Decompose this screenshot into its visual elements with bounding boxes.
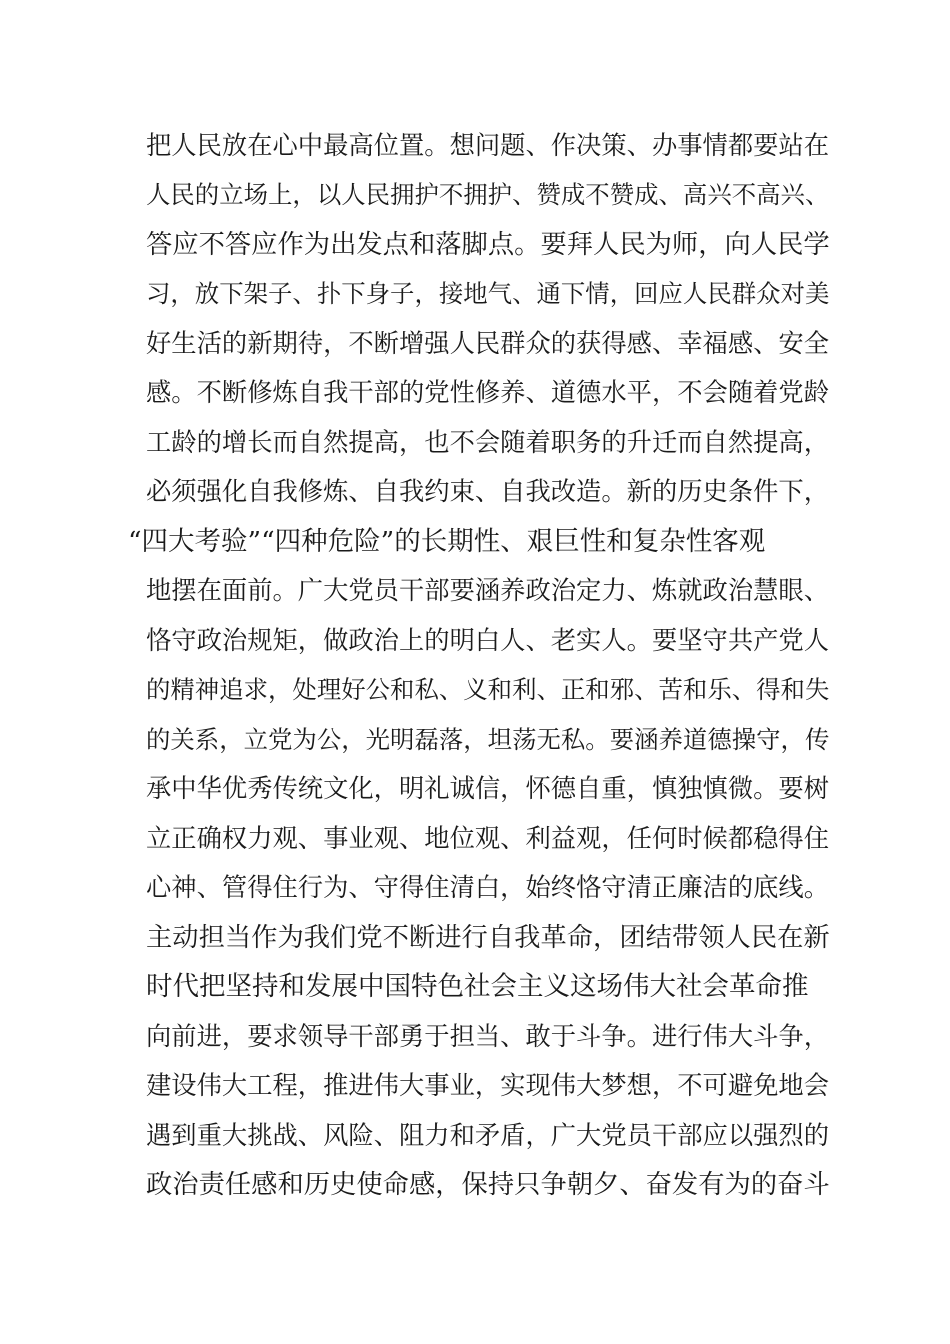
- text-line: 立正确权力观、事业观、地位观、利益观，任何时候都稳得住: [146, 824, 830, 853]
- text-line: 向前进，要求领导干部勇于担当、敢于斗争。进行伟大斗争，: [146, 1022, 830, 1051]
- text-line: 必须强化自我修炼、自我约束、自我改造。新的历史条件下，: [146, 477, 830, 506]
- text-line: 习，放下架子、扑下身子，接地气、通下情，回应人民群众对美: [146, 279, 830, 308]
- text-line: 建设伟大工程，推进伟大事业，实现伟大梦想，不可避免地会: [146, 1071, 830, 1100]
- text-line: 主动担当作为我们党不断进行自我革命，团结带领人民在新: [146, 923, 830, 953]
- text-line: 时代把坚持和发展中国特色社会主义这场伟大社会革命推: [146, 971, 809, 1002]
- text-line: 的精神追求，处理好公和私、义和利、正和邪、苦和乐、得和失: [146, 675, 830, 704]
- text-line: 好生活的新期待，不断增强人民群众的获得感、幸福感、安全: [146, 329, 830, 358]
- text-line: 感。不断修炼自我干部的党性修养、道德水平，不会随着党龄: [146, 378, 830, 407]
- text-line: 工龄的增长而自然提高，也不会随着职务的升迁而自然提高，: [146, 428, 830, 457]
- text-line: “四大考验”“四种危险”的长期性、艰巨性和复杂性客观: [128, 526, 766, 557]
- text-line: 心神、管得住行为、守得住清白，始终恪守清正廉洁的底线。: [146, 873, 830, 902]
- text-line: 恪守政治规矩，做政治上的明白人、老实人。要坚守共产党人: [146, 626, 830, 655]
- text-line: 把人民放在心中最高位置。想问题、作决策、办事情都要站在: [146, 131, 830, 160]
- text-line: 地摆在面前。广大党员干部要涵养政治定力、炼就政治慧眼、: [146, 576, 830, 605]
- text-line: 人民的立场上，以人民拥护不拥护、赞成不赞成、高兴不高兴、: [146, 180, 830, 209]
- text-line: 承中华优秀传统文化，明礼诚信，怀德自重，慎独慎微。要树: [146, 774, 830, 803]
- text-line: 答应不答应作为出发点和落脚点。要拜人民为师，向人民学: [146, 230, 830, 260]
- text-line: 政治责任感和历史使命感，保持只争朝夕、奋发有为的奋斗: [146, 1170, 830, 1200]
- text-line: 的关系，立党为公，光明磊落，坦荡无私。要涵养道德操守，传: [146, 725, 830, 754]
- text-line: 遇到重大挑战、风险、阻力和矛盾，广大党员干部应以强烈的: [146, 1121, 830, 1150]
